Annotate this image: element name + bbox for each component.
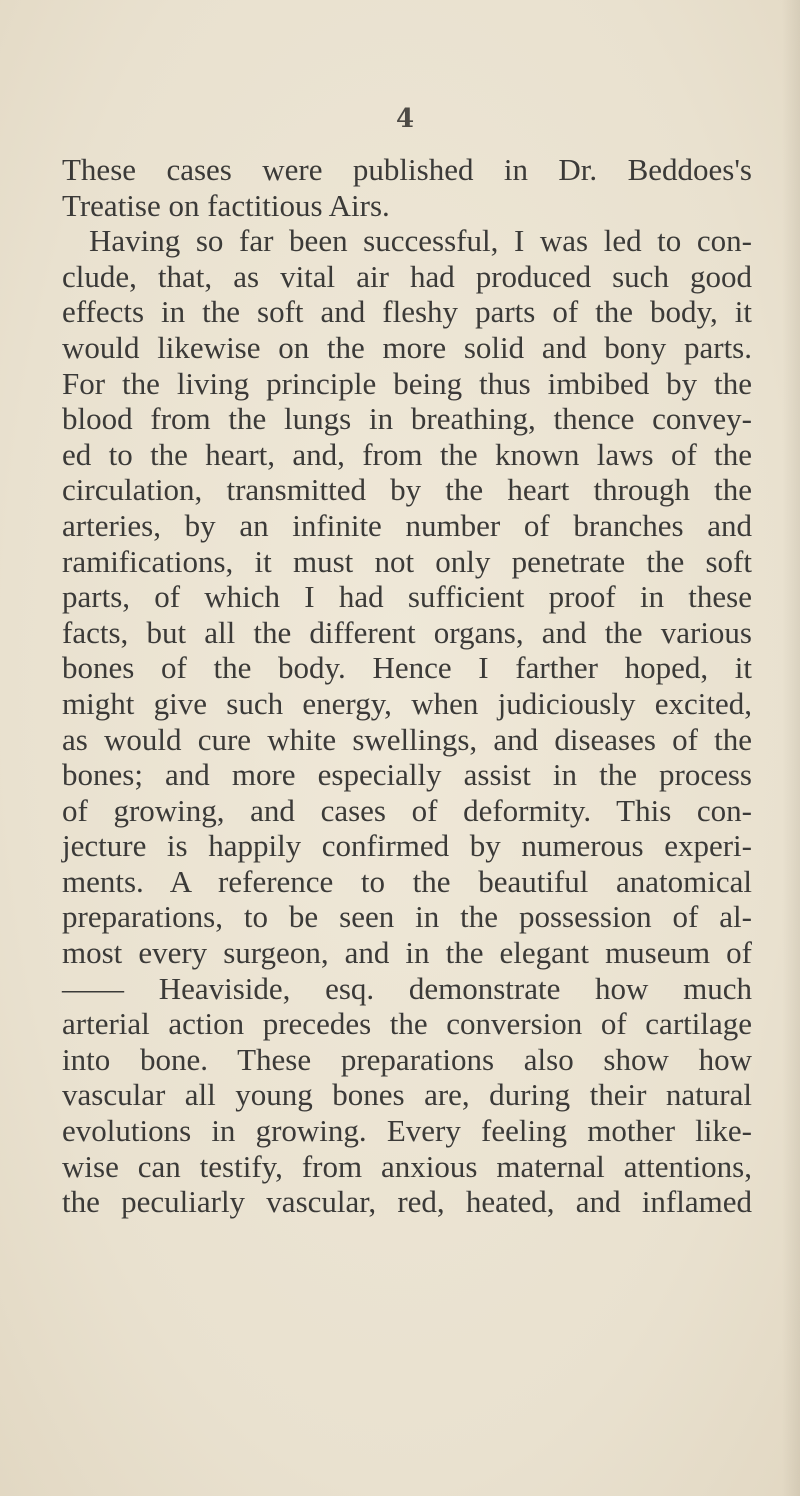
text-line: bones of the body. Hence I farther hoped, it xyxy=(62,650,752,686)
text-line: arteries, by an infinite number of branches and xyxy=(62,507,752,543)
text-line: For the living principle being thus imbibed by the xyxy=(62,365,752,401)
page-number: 4 xyxy=(396,104,415,134)
text-line: jecture is happily confirmed by numerous experi- xyxy=(62,828,752,864)
text-line: wise can testify, from anxious maternal attentions, xyxy=(62,1148,752,1184)
text-line: These cases were published in Dr. Beddoes's xyxy=(62,152,752,187)
text-line: of growing, and cases of deformity. This con- xyxy=(62,792,752,828)
text-line: arterial action precedes the conversion of cartilage xyxy=(62,1006,752,1042)
page-edge-shadow xyxy=(782,0,800,1496)
text-line: might give such energy, when judiciously excited, xyxy=(62,685,752,721)
text-line: the peculiarly vascular, red, heated, and inflamed xyxy=(62,1184,752,1220)
text-line: ed to the heart, and, from the known laws of the xyxy=(62,436,752,472)
text-line: circulation, transmitted by the heart through the xyxy=(62,472,752,508)
text-line: as would cure white swellings, and diseases of the xyxy=(62,721,752,757)
text-line: evolutions in growing. Every feeling mother like- xyxy=(62,1113,752,1149)
text-line: —— Heaviside, esq. demonstrate how much xyxy=(62,970,752,1006)
text-line: facts, but all the different organs, and the various xyxy=(62,614,752,650)
text-line: would likewise on the more solid and bony parts. xyxy=(62,329,752,365)
text-line: Having so far been successful, I was led to con- xyxy=(89,223,752,259)
text-line: most every surgeon, and in the elegant museum of xyxy=(62,935,752,971)
text-line: blood from the lungs in breathing, thence convey- xyxy=(62,401,752,437)
text-line: ments. A reference to the beautiful anatomical xyxy=(62,863,752,899)
text-line: bones; and more especially assist in the process xyxy=(62,757,752,793)
text-line: Treatise on factitious Airs. xyxy=(62,187,390,223)
text-line: clude, that, as vital air had produced such good xyxy=(62,258,752,294)
text-line: vascular all young bones are, during their natural xyxy=(62,1077,752,1113)
text-line: preparations, to be seen in the possession of al- xyxy=(62,899,752,935)
body-text xyxy=(62,152,752,1220)
text-line: ramifications, it must not only penetrate the soft xyxy=(62,543,752,579)
text-line: into bone. These preparations also show how xyxy=(62,1041,752,1077)
text-line: effects in the soft and fleshy parts of the body, it xyxy=(62,294,752,330)
text-line: parts, of which I had sufficient proof in these xyxy=(62,579,752,615)
